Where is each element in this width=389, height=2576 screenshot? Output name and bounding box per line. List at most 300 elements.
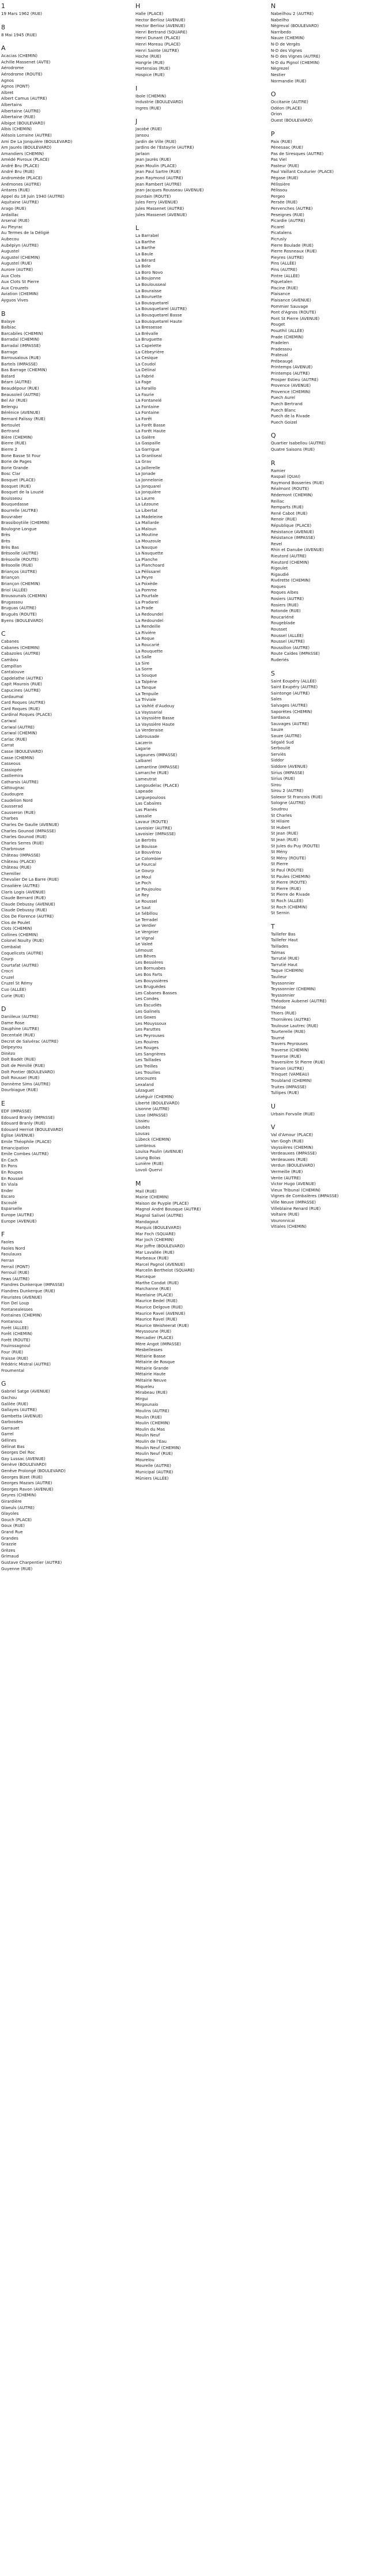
street-entry: République (PLACE) [271, 522, 312, 528]
letter-section [1, 1380, 119, 1572]
section-letter: Q [271, 432, 276, 440]
street-entry: Catharsis (AUTRE) [1, 779, 39, 785]
street-entry: Appel du 18 Juin 1940 (AUTRE) [1, 193, 65, 199]
street-entry: Château (RUE) [1, 865, 32, 870]
street-entry: Emile Combes (AUTRE) [1, 1151, 49, 1157]
street-entry: La Capelette [135, 342, 161, 348]
street-entry: La Barrabel [135, 233, 159, 239]
street-entry: Flon Del Loup [1, 1300, 29, 1306]
street-entry: Lisonne (AUTRE) [135, 1106, 169, 1112]
street-entry: Lübeck (CHEMIN) [135, 1137, 171, 1142]
street-entry: Brès [1, 532, 10, 538]
street-entry: Girardière [1, 1499, 22, 1504]
street-entry: Brousounals (CHEMIN) [1, 593, 47, 599]
street-entry: Capdelathe (AUTRE) [1, 675, 43, 681]
street-entry: Pins (AUTRE) [271, 266, 297, 272]
street-entry: Siddore (AVENUE) [271, 763, 308, 769]
street-entry: Traverse (CHEMIN) [271, 1047, 309, 1053]
street-entry: Le Vignal [135, 935, 154, 941]
section-letter: G [1, 1380, 6, 1388]
street-entry: La Pélissarel [135, 568, 161, 574]
street-entry: Georges Mazars (AUTRE) [1, 1480, 52, 1486]
street-entry: Brèsoolle (AUTRE) [1, 550, 39, 556]
street-entry: Val d'Amour (PLACE) [271, 1132, 314, 1138]
section-letter: D [1, 1005, 6, 1013]
street-entry: Dolt Badét (RUE) [1, 1057, 36, 1062]
street-entry: Lavoisier (IMPASSE) [135, 831, 176, 837]
street-entry: Église (AVENUE) [1, 1133, 35, 1138]
street-entry: Amédé Pivroux (PLACE) [1, 157, 50, 163]
street-entry: La Rivière [135, 629, 156, 635]
letter-section [271, 2, 389, 84]
street-entry: Brès [1, 538, 10, 544]
street-entry: Rédemont (CHEMIN) [271, 492, 313, 497]
street-entry: Lunière (RUE) [135, 1161, 164, 1167]
street-entry: Nabeilhou 2 (AUTRE) [271, 11, 314, 16]
street-entry: St Mény [271, 849, 288, 855]
street-entry: Meyssoune (RUE) [135, 1329, 172, 1334]
street-entry: Ville Neuve (IMPASSE) [271, 1199, 316, 1205]
street-entry: Taque (CHEMIN) [271, 968, 304, 974]
street-entry: Pouzthil (ALLÉE) [271, 327, 304, 333]
street-entry: Lamantine (IMPASSE) [135, 764, 179, 770]
street-entry: Pins (ALLÉE) [271, 261, 296, 266]
street-entry: Arago (RUE) [1, 206, 27, 212]
street-entry: Sirius (IMPASSE) [271, 770, 304, 775]
street-entry: Ferrail (PONT) [1, 1264, 30, 1269]
street-entry: Moulins (AUTRE) [135, 1408, 169, 1414]
street-entry: Remparts (RUE) [271, 504, 304, 510]
street-entry: Aux Clots St Pierre [1, 279, 39, 285]
street-entry: Bertrand [1, 428, 20, 434]
street-entry: St Roch (CHEMIN) [271, 904, 307, 910]
street-entry: Traversière St Pierre (RUE) [271, 1059, 325, 1065]
street-entry: Boulogne Longue [1, 526, 37, 531]
street-entry: Brès Bas [1, 544, 19, 550]
street-entry: Cariwal (CHEMIN) [1, 730, 37, 736]
street-entry: Aux Crouzets [1, 285, 28, 291]
street-entry: Batard [1, 373, 15, 379]
street-entry: Charbrouse [1, 846, 25, 852]
street-entry: Caudoupre [1, 791, 24, 797]
street-entry: Guyenne (RUE) [1, 1566, 33, 1571]
street-entry: Pergeo [271, 193, 285, 199]
street-entry: Gustave Charpentier (AUTRE) [1, 1559, 62, 1565]
section-letter: H [135, 2, 141, 10]
street-entry: Les Escudiès [135, 1002, 162, 1008]
street-entry: Fouinssagnoul [1, 1343, 31, 1349]
street-entry: Lamarche (RUE) [135, 770, 169, 776]
street-entry: Les Paruttes [135, 1027, 161, 1032]
street-entry: Rieutord (AUTRE) [271, 553, 307, 559]
street-entry: Taillefer Haut [271, 937, 298, 943]
street-entry: Les Bouyssières [135, 978, 168, 983]
street-entry: Moulin de l'Eau [135, 1439, 167, 1444]
letter-section [1, 1100, 119, 1224]
street-entry: St Pierre [271, 861, 288, 867]
street-entry: Voltaire (RUE) [271, 1212, 300, 1217]
street-entry: La Barthe [135, 245, 156, 251]
street-entry: La Verderaise [135, 727, 164, 733]
street-entry: Four (RUE) [1, 1349, 23, 1355]
street-entry: Aurore (AUTRE) [1, 266, 33, 272]
street-entry: Mandagout [135, 1219, 158, 1224]
street-entry: Albigot (BOULEVARD) [1, 120, 46, 126]
street-entry: La Coudol [135, 361, 156, 367]
street-entry: Lémoust [135, 947, 153, 953]
street-entry: Decrot de Salvérac (AUTRE) [1, 1038, 59, 1044]
street-entry: Caudelion Nord [1, 797, 33, 803]
street-entry: St Jean (RUE) [271, 837, 299, 843]
street-entry: Garrauet [1, 1425, 20, 1431]
street-entry: Pierre Rosneaux (RUE) [271, 248, 317, 254]
street-entry: Industrie (BOULEVARD) [135, 99, 183, 105]
street-entry: Le Terradel [135, 917, 158, 922]
street-entry: Gambetta (AVENUE) [1, 1413, 43, 1419]
street-entry: Bierre 2 [1, 447, 17, 452]
street-entry: Rotonde (RUE) [271, 608, 301, 614]
street-entry: Roussillon (AUTRE) [271, 644, 310, 650]
street-entry: Ami De La Jonquière (BOULEVARD) [1, 138, 73, 144]
street-entry: Frédéric Mistral (AUTRE) [1, 1361, 51, 1367]
street-entry: Glayoles [1, 1511, 19, 1517]
street-entry: Barradal (IMPASSE) [1, 342, 41, 348]
letter-section [135, 85, 254, 112]
street-entry: La Lézoune [135, 501, 159, 507]
street-entry: La Maloun [135, 526, 157, 531]
street-entry: Lescouzes [135, 1076, 157, 1081]
street-entry: Miqueleu [135, 1383, 154, 1389]
street-entry: Augustel (RUE) [1, 261, 32, 266]
section-letter: I [135, 84, 138, 92]
street-entry: Route Caldes (IMPASSE) [271, 651, 320, 657]
street-entry: Lavoisier (AUTRE) [135, 825, 172, 831]
street-entry: Les Rouges [135, 1045, 159, 1051]
street-entry: Bouquedasse [1, 501, 29, 507]
street-entry: Arsenal (RUE) [1, 218, 30, 224]
street-entry: La Gaspaille [135, 440, 161, 446]
street-entry: La Mouzoule [135, 538, 161, 544]
street-entry: La Laurre [135, 495, 155, 501]
street-entry: Charles Gounod (RUE) [1, 834, 47, 840]
street-entry: Balaye [1, 318, 16, 324]
street-entry: Jean Moulin (PLACE) [135, 163, 177, 168]
street-entry: Brèsoolle (RUE) [1, 563, 33, 568]
street-entry: EDF (IMPASSE) [1, 1108, 32, 1114]
street-entry: Aviation (CHEMIN) [1, 291, 39, 297]
street-entry: Les Sangrières [135, 1051, 166, 1057]
street-entry: Thornières (AUTRE) [271, 1017, 311, 1023]
street-entry: Mûniers (ALLÉE) [135, 1475, 169, 1481]
street-entry: Tourné [271, 1035, 285, 1040]
street-entry: Métairie Grande [135, 1365, 169, 1371]
street-entry: La Madeleine [135, 514, 163, 519]
street-entry: St Jean (RUE) [271, 831, 299, 836]
street-entry: Maurice Ravel (AVENUE) [135, 1310, 186, 1316]
street-entry: Théodore Aubenel (AUTRE) [271, 998, 327, 1004]
street-entry: La Granliseal [135, 452, 163, 458]
street-entry: Thiers (RUE) [271, 1010, 297, 1016]
street-entry: Andromède (PLACE) [1, 175, 43, 181]
street-entry: Nègreval (BOULEVARD) [271, 23, 319, 29]
street-entry: Alésois Lorraine (AUTRE) [1, 132, 52, 138]
street-entry: Lapeade [135, 789, 153, 794]
street-entry: Borie Grande [1, 465, 28, 470]
street-entry: Pasteur (RUE) [271, 163, 299, 168]
street-entry: La Brévalle [135, 330, 158, 336]
street-entry: Gachou [1, 1394, 17, 1400]
street-entry: Dauphine (AUTRE) [1, 1026, 39, 1032]
street-entry: Taillades [271, 943, 289, 949]
street-entry: St Paul (ROUTE) [271, 868, 304, 873]
letter-section [1, 1231, 119, 1374]
street-entry: Louisa Paulin (AVENUE) [135, 1149, 183, 1155]
street-entry: Mar Lavallée (RUE) [135, 1249, 175, 1255]
street-entry: Teyssonnier [271, 980, 295, 986]
street-entry: Puech de la Rivade [271, 413, 310, 419]
street-entry: Cinsolière (AUTRE) [1, 882, 40, 888]
street-entry: Georges Del Roc [1, 1450, 35, 1455]
street-entry: Acacias (CHEMIN) [1, 53, 37, 59]
street-entry: Picarel [271, 224, 285, 229]
letter-section [271, 90, 389, 123]
street-entry: Claude Debussy (AVENUE) [1, 901, 55, 907]
street-entry: Brèsoolle (ROUTE) [1, 556, 39, 562]
street-entry: St Paules (CHEMIN) [271, 873, 311, 879]
street-entry: Cassiopée [1, 767, 22, 772]
street-entry: Aubépiyn (AUTRE) [1, 242, 39, 248]
street-entry: La Souque [135, 672, 157, 678]
street-entry: Verdeauxes (RUE) [271, 1156, 308, 1162]
street-entry: Pervenches (AUTRE) [271, 206, 313, 212]
street-entry: Lalbarel [135, 758, 152, 764]
street-entry: Escoulé [1, 1200, 17, 1205]
street-entry: Albertaine (AUTRE) [1, 108, 41, 114]
section-letter: T [271, 922, 275, 930]
street-entry: La Fabrié [135, 373, 154, 379]
letter-section [271, 670, 389, 917]
street-entry: Picatalens [271, 230, 292, 236]
street-entry: Garbosdes [1, 1419, 23, 1425]
street-entry: Sauze (AUTRE) [271, 733, 302, 738]
street-entry: Capit Maurois (RUE) [1, 681, 42, 687]
street-entry: Jacobé (RUE) [135, 126, 162, 132]
street-entry: Trinquet (VAMEAU) [271, 1072, 309, 1077]
street-entry: La Sorre [135, 666, 153, 672]
street-entry: Magnol André Bousque (AUTRE) [135, 1206, 201, 1212]
street-entry: La Barthe [135, 239, 156, 244]
street-entry: Prateual [271, 352, 288, 358]
street-entry: Jansou [135, 132, 149, 138]
street-entry: Càttougnac [1, 785, 25, 791]
street-entry: Reillac [271, 498, 285, 504]
street-entry: Les Goxes [135, 1014, 156, 1020]
street-entry: Résistance (IMPASSE) [271, 535, 315, 541]
street-entry: Moulin (CHEMIN) [135, 1420, 170, 1426]
street-entry: Les Bos Farts [135, 972, 163, 978]
street-entry: Charles Serres (RUE) [1, 840, 44, 846]
street-entry: La Jonquière [135, 489, 161, 495]
street-entry: La Nauquette [135, 550, 163, 556]
street-entry: Jarlaon [135, 150, 150, 156]
street-entry: La Prade [135, 605, 153, 611]
street-entry: La Poixède [135, 581, 158, 587]
street-entry: Plaisance [271, 291, 290, 297]
street-entry: Odéon (PLACE) [271, 105, 302, 111]
street-entry: Claude Bernard (RUE) [1, 895, 46, 901]
street-entry: Marceque [135, 1273, 156, 1279]
street-entry: Bernard Palissy (RUE) [1, 416, 46, 422]
street-entry: Lexaland [135, 1081, 154, 1087]
street-entry: Bourrelle (AUTRE) [1, 507, 38, 513]
street-entry: Langoudelac (PLACE) [135, 782, 179, 788]
street-entry: Les Peyrouses [135, 1033, 165, 1038]
street-entry: La Rendeille [135, 624, 161, 629]
street-entry: Tarrutié (RUE) [271, 956, 300, 961]
index-column-3 [271, 2, 389, 1236]
street-entry: Teyssonnier (CHEMIN) [271, 986, 316, 992]
street-entry: Cuo (ALLÉE) [1, 987, 27, 993]
street-entry: Bosquet (RUE) [1, 483, 31, 489]
street-entry: Maurice Weisheerat (RUE) [135, 1322, 189, 1328]
street-entry: Charles Gounod (IMPASSE) [1, 828, 56, 833]
street-entry: Jourdain (ROUTE) [135, 193, 171, 199]
street-entry: La Planchoard [135, 563, 165, 568]
street-entry: Victor Hugo (AVENUE) [271, 1181, 316, 1187]
street-entry: Augustel [1, 248, 20, 254]
street-entry: Roques Albes [271, 590, 299, 595]
street-entry: Jean Raymond (AUTRE) [135, 175, 183, 181]
street-entry: Froumental [1, 1367, 25, 1373]
street-entry: Travers Peyrouses [271, 1041, 308, 1047]
street-entry: Vermeille (RUE) [271, 1168, 303, 1174]
street-entry: Bone Basse St Four [1, 452, 41, 458]
street-entry: Mail (RUE) [135, 1188, 157, 1194]
street-entry: Métairie de Rosque [135, 1359, 175, 1365]
street-entry: La Garrigue [135, 447, 160, 452]
street-entry: Siddor [271, 757, 284, 763]
street-entry: La Triviale [135, 697, 156, 703]
street-entry: Carlac (RUE) [1, 736, 27, 742]
street-entry: La Pourtale [135, 593, 158, 599]
street-entry: Résistance (AVENUE) [271, 529, 314, 534]
street-entry: Albertaine (RUE) [1, 114, 35, 120]
street-entry: Gay Lussac (AVENUE) [1, 1455, 46, 1461]
street-entry: Marquis (BOULEVARD) [135, 1225, 182, 1231]
street-entry: Crocri [1, 968, 13, 974]
street-entry: La Libertat [135, 507, 158, 513]
street-entry: Emile Théophile (PLACE) [1, 1138, 52, 1144]
street-entry: La Mallarde [135, 520, 159, 526]
street-entry: Jean Jaurès (RUE) [135, 157, 171, 163]
street-entry: Les Bruguèdes [135, 984, 166, 990]
street-entry: St Hilaire [271, 819, 290, 824]
street-entry: N-D des Vignes [271, 47, 303, 53]
street-entry: Béarn (AUTRE) [1, 379, 32, 385]
street-entry: La Boro Novo [135, 269, 163, 275]
street-entry: Paul Vaillant Couturier (PLACE) [271, 169, 334, 175]
street-entry: Georges Bizet (RUE) [1, 1474, 43, 1480]
street-entry: Marcel Pagnol (AVENUE) [135, 1261, 185, 1267]
street-entry: Agnos [1, 77, 14, 83]
street-entry: Europe (AUTRE) [1, 1212, 34, 1218]
street-entry: Hoche (RUE) [135, 54, 161, 59]
street-entry: Saintonge (AUTRE) [271, 690, 310, 696]
street-entry: La Roque [135, 636, 154, 642]
street-entry: N-D du Pignol (CHEMIN) [271, 59, 320, 65]
street-entry: Charbes [1, 816, 18, 821]
street-entry: Dinèzo [1, 1050, 16, 1056]
street-entry: La Pradarel [135, 599, 158, 605]
street-entry: Forêt (CHEMIN) [1, 1331, 33, 1337]
street-entry: Métairie Basse [135, 1353, 166, 1359]
street-entry: Rivérette (CHEMIN) [271, 578, 311, 583]
street-entry: Sales [271, 696, 282, 702]
street-entry: Cardinal Roques (PLACE) [1, 712, 52, 718]
letter-section [135, 224, 254, 1173]
street-entry: Château (PLACE) [1, 858, 36, 864]
street-entry: Pégase (RUE) [271, 175, 299, 181]
street-entry: Taulieur [271, 974, 287, 979]
street-entry: Hospice (RUE) [135, 71, 165, 77]
street-entry: La Sire [135, 660, 150, 666]
street-entry: Amandiers (CHEMIN) [1, 150, 44, 156]
street-entry: La Baule [135, 251, 153, 257]
street-entry: Halle (PLACE) [135, 11, 164, 16]
street-entry: La Galère [135, 434, 155, 440]
street-entry: Quatre Saisons (RUE) [271, 447, 315, 452]
street-entry: En Pons [1, 1163, 17, 1169]
street-entry: Achille Massenet (AVTE) [1, 59, 51, 65]
street-entry: Liberté (BOULEVARD) [135, 1100, 180, 1106]
street-entry: Serviès [271, 751, 286, 757]
street-entry: St Jules du Puy (ROUTE) [271, 843, 320, 848]
street-entry: Charles De Gaulle (AVENUE) [1, 822, 59, 828]
street-entry: Puech Bertrand [271, 401, 303, 407]
street-entry: Moulin du Mas [135, 1426, 165, 1432]
street-entry: Flandres Dunkerque (RUE) [1, 1288, 55, 1293]
street-entry: Traverse (RUE) [271, 1053, 301, 1059]
street-entry: Les Bornuabes [135, 965, 166, 971]
street-entry: Jules Massenet (AVENUE) [135, 212, 187, 217]
street-entry: Pommier Sauvage [271, 303, 308, 309]
street-entry: Card Roques (AUTRE) [1, 700, 46, 706]
street-entry: Mesbellesses [135, 1347, 163, 1353]
street-entry: Briançon (CHEMIN) [1, 581, 40, 587]
street-entry: Le Bouisse [135, 843, 157, 849]
street-entry: Mar Joch (CHEMIN) [135, 1237, 174, 1243]
street-entry: La Tanque [135, 685, 156, 691]
street-entry: Coquelicots (AUTRE) [1, 950, 43, 956]
street-entry: Albis (CHEMIN) [1, 126, 32, 132]
street-entry: Rosiers (RUE) [271, 602, 299, 608]
street-entry: Campillan [1, 663, 22, 669]
street-entry: Quartier Isabellou (AUTRE) [271, 440, 326, 446]
street-entry: Glaeuls (AUTRE) [1, 1504, 35, 1510]
street-entry: Teyssonnier [271, 992, 295, 998]
street-entry: La Grav [135, 459, 152, 465]
street-entry: La Jonnelonie [135, 477, 163, 482]
street-entry: Brassiboytiile (CHEMIN) [1, 520, 50, 526]
street-entry: Maison de Puyple (PLACE) [135, 1200, 189, 1206]
street-entry: La Bruguette [135, 337, 163, 342]
street-entry: Troubland (CHEMIN) [271, 1078, 312, 1083]
street-entry: Combalat [1, 944, 21, 949]
street-entry: Curie (RUE) [1, 993, 25, 998]
street-entry: Sirou [271, 782, 282, 787]
street-entry: Métairie Neuve [135, 1378, 167, 1383]
street-entry: Cabazoles (AUTRE) [1, 651, 40, 657]
